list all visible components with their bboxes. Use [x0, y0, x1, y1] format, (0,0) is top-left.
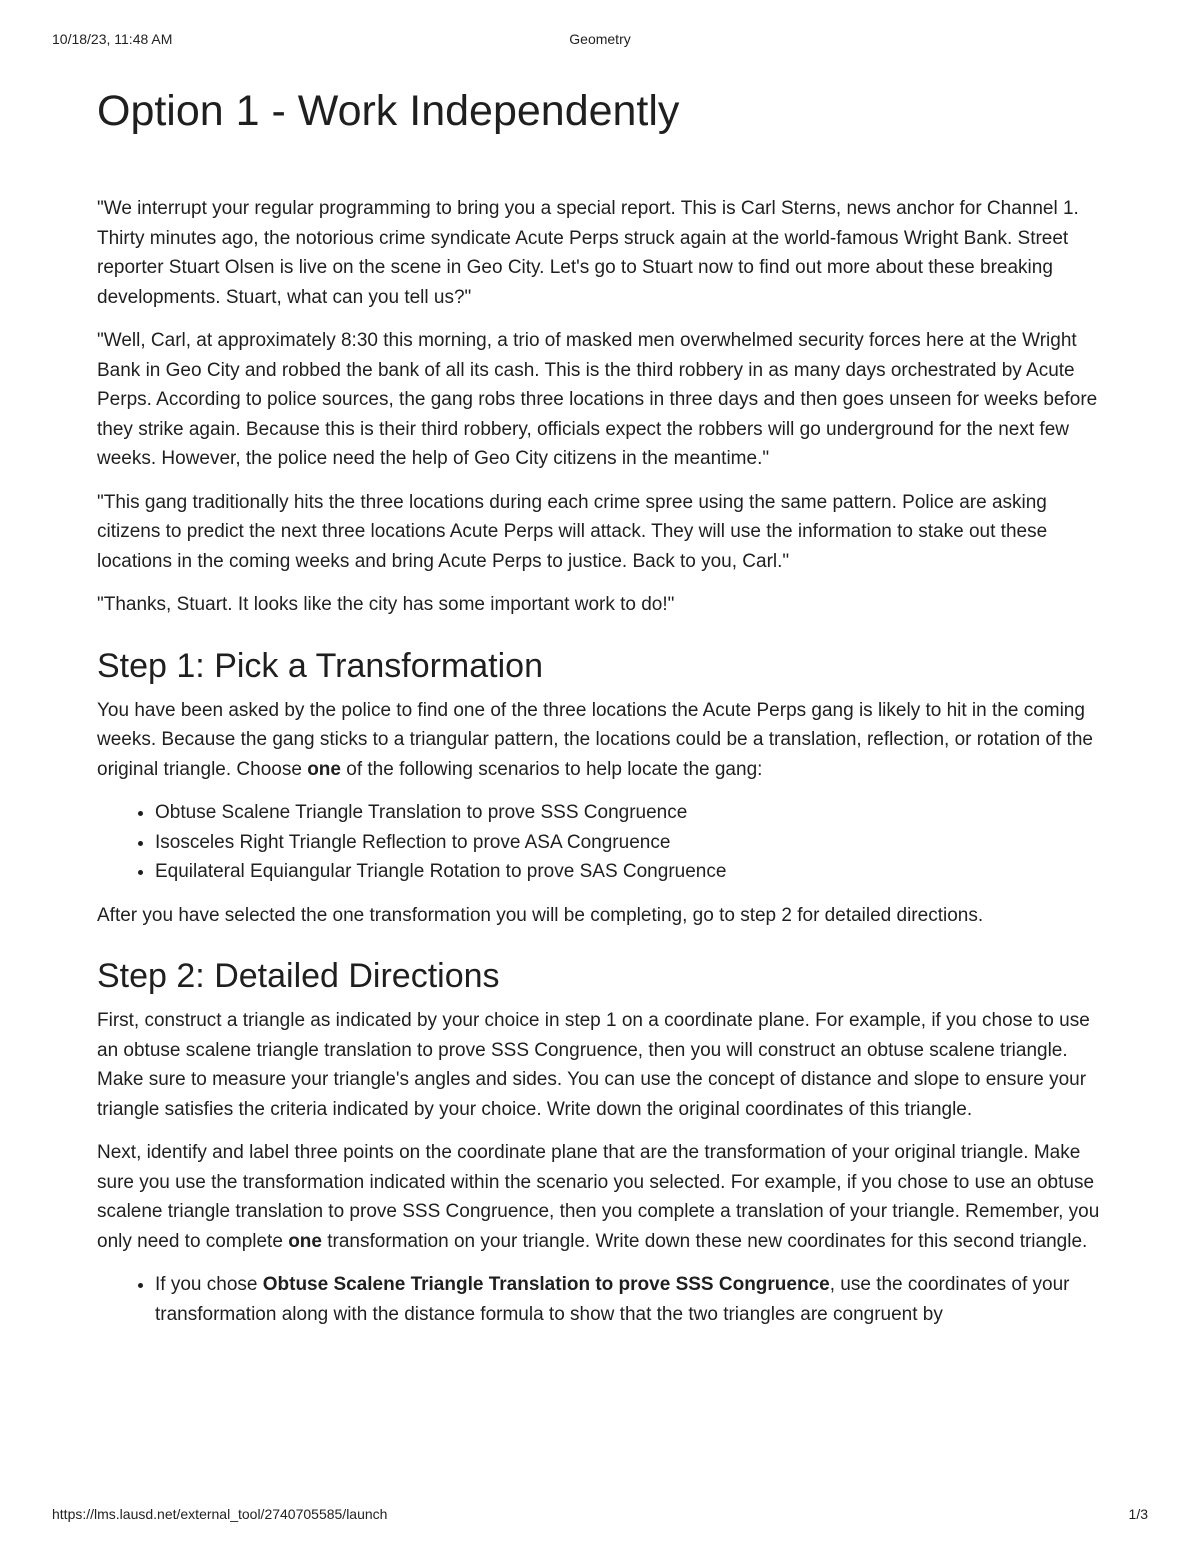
bullet-start: If you chose	[155, 1274, 263, 1295]
bullet-emphasis: Obtuse Scalene Triangle Translation to prove SSS Congruence	[262, 1274, 830, 1295]
intro-paragraph-reporter: "Well, Carl, at approximately 8:30 this morning, a trio of masked men overwhelmed security forces here at the Wright Bank in Geo City and robbed the bank of all its cash. This is the third robbery in as many days orchestrated by Acute Perps. According to police sources, the gang robs three locations in three days and then goes unseen for weeks before they strike again. Because this is their third robbery, officials expect the robbers will go underground for the next few weeks. However, the police need the help of Geo City citizens in the meantime."	[97, 330, 1098, 469]
option-equilateral: • Equilateral Equiangular Triangle Rotation to prove SAS Congruence	[155, 857, 1107, 887]
step1-closing: After you have selected the one transformation you will be completing, go to step 2 for detailed directions.	[97, 904, 984, 926]
print-page-title: Geometry	[569, 31, 631, 47]
step2-heading: Step 2: Detailed Directions	[97, 957, 500, 995]
step2-bullet-sss	[155, 1270, 1107, 1329]
intro-paragraph-pattern: "This gang traditionally hits the three locations during each crime spree using the same pattern. Police are asking citizens to predict the next three locations Acute Perps will attack. They will use the information to stake out these locations in the coming weeks and bring Acute Perps to justice. Back to you, Carl."	[97, 491, 1048, 572]
print-header	[0, 31, 1200, 49]
intro-paragraph-thanks: "Thanks, Stuart. It looks like the city has some important work to do!"	[97, 594, 675, 615]
step1-paragraph-emphasis: one	[307, 758, 341, 780]
step2-paragraph-emphasis: one	[288, 1230, 322, 1252]
option-obtuse-scalene: • Obtuse Scalene Triangle Translation to prove SSS Congruence	[155, 798, 1107, 828]
print-datetime: 10/18/23, 11:48 AM	[52, 31, 173, 47]
bullet-end: , use the coordinates of your transformation along with the distance formula to show that the two triangles are congruent by	[155, 1274, 1070, 1325]
transformation-options-list	[97, 798, 1107, 887]
print-url: https://lms.lausd.net/external_tool/2740705585/launch	[52, 1506, 388, 1522]
step1-paragraph-end: of the following scenarios to help locate the gang:	[340, 758, 763, 780]
print-footer	[0, 1506, 1200, 1524]
step1-paragraph-start: You have been asked by the police to find one of the three locations the Acute Perps gang is likely to hit in the coming weeks. Because the gang sticks to a triangular pattern, the locations could be a translation, reflection, or rotation of the original triangle. Choose	[97, 699, 1093, 780]
print-page-number: 1/3	[1128, 1506, 1148, 1522]
step1-paragraph	[97, 696, 1107, 785]
step2-paragraph-start: Next, identify and label three points on the coordinate plane that are the transformation of your original triangle. Make sure you use the transformation indicated within the scenario you selected. For example, if you chose to use an obtuse scalene triangle translation to prove SSS Congruence, then you complete a translation of your triangle. Remember, you only need to complete	[97, 1142, 1100, 1252]
step2-paragraph-transform	[97, 1138, 1107, 1256]
step2-bullet-list	[97, 1270, 1107, 1329]
document-content	[97, 80, 1107, 1343]
page-title: Option 1 - Work Independently	[97, 87, 680, 135]
option-isosceles-right: • Isosceles Right Triangle Reflection to prove ASA Congruence	[155, 828, 1107, 858]
step1-heading: Step 1: Pick a Transformation	[97, 646, 543, 685]
step2-paragraph-end: transformation on your triangle. Write down these new coordinates for this second triangle.	[321, 1230, 1088, 1252]
step2-paragraph-construct: First, construct a triangle as indicated by your choice in step 1 on a coordinate plane. For example, if you chose to use an obtuse scalene triangle translation to prove SSS Congruence, then you will construct an obtuse scalene triangle. Make sure to measure your triangle's angles and sides. You can use the concept of distance and slope to ensure your triangle satisfies the criteria indicated by your choice. Write down the original coordinates of this triangle.	[97, 1010, 1090, 1120]
intro-paragraph-anchor: "We interrupt your regular programming to bring you a special report. This is Carl Sterns, news anchor for Channel 1. Thirty minutes ago, the notorious crime syndicate Acute Perps struck again at the world-famous Wright Bank. Street reporter Stuart Olsen is live on the scene in Geo City. Let's go to Stuart now to find out more about these breaking developments. Stuart, what can you tell us?"	[97, 198, 1079, 308]
